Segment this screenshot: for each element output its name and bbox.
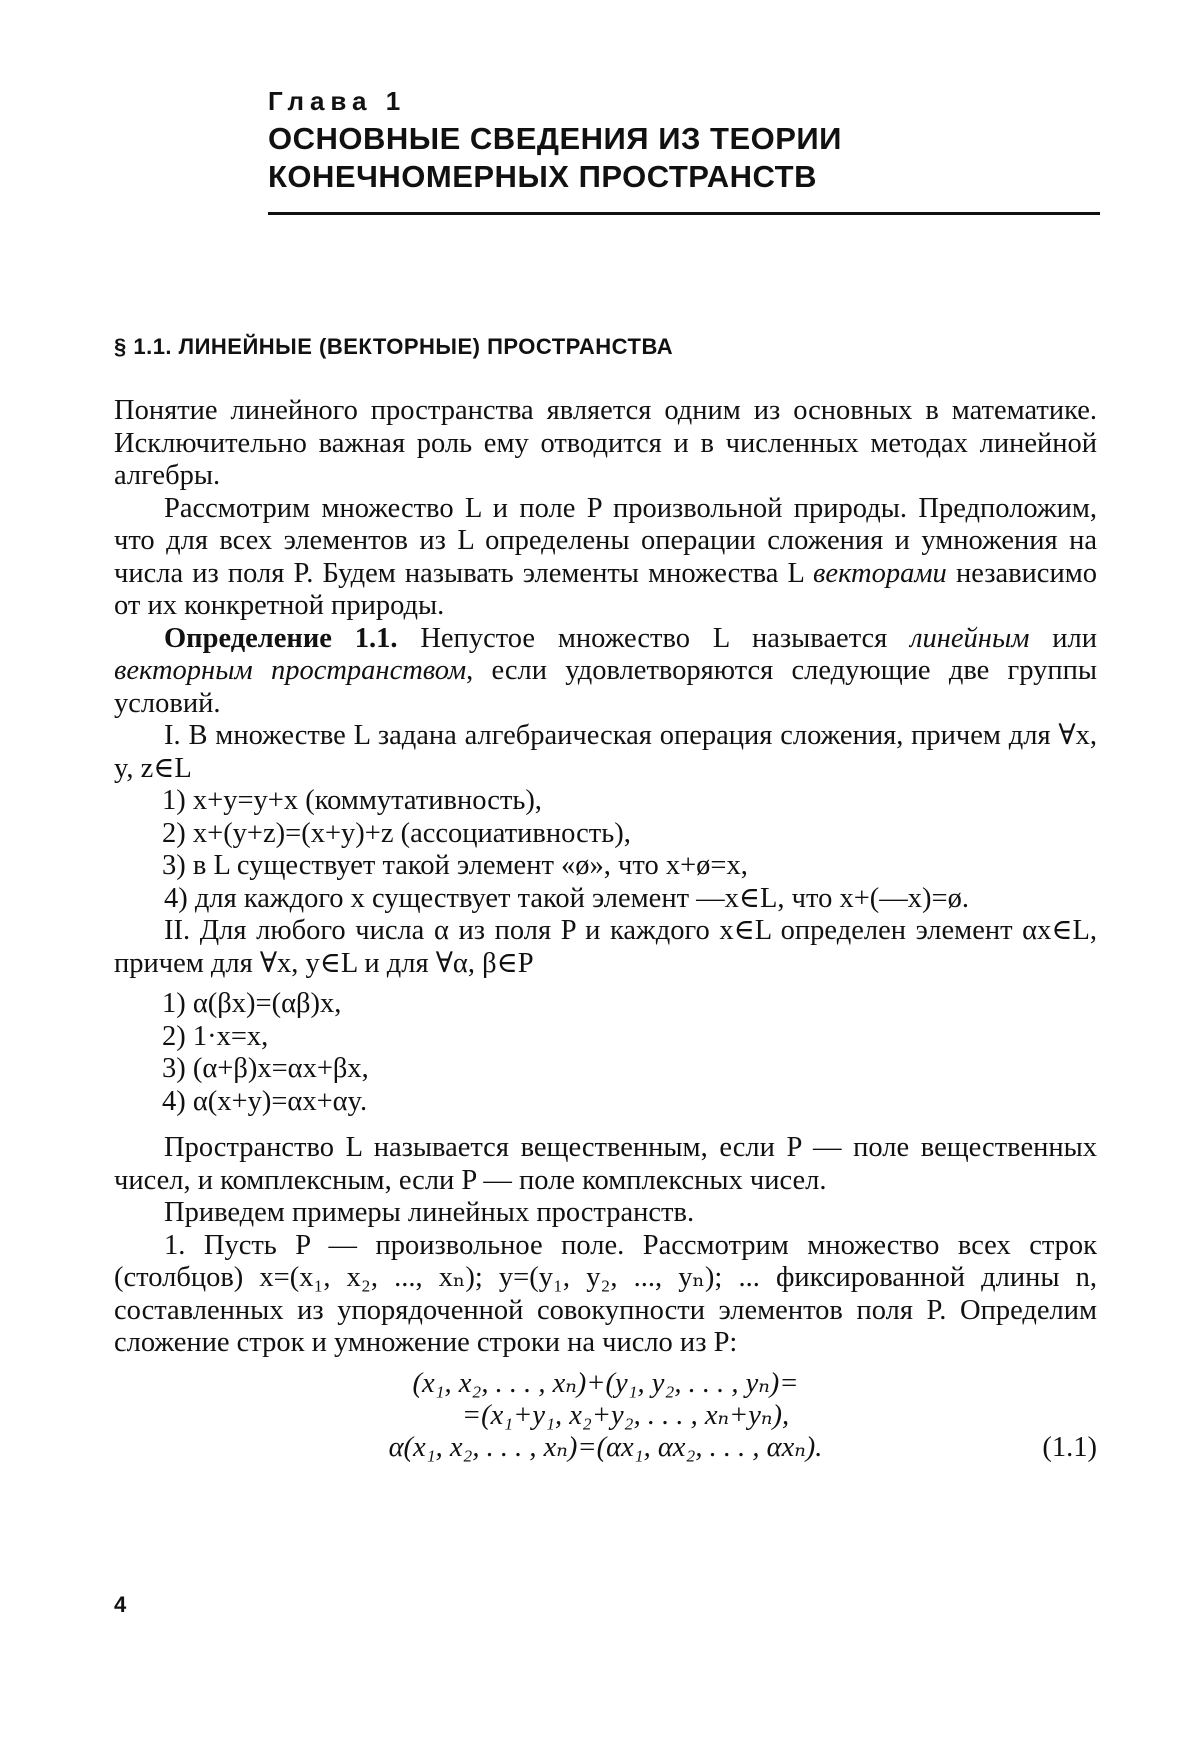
formula-line: (x₁, x₂, . . . , xₙ)+(y₁, y₂, . . . , yₙ)= — [412, 1367, 799, 1399]
term-linear: линейным — [910, 622, 1030, 654]
paragraph-examples-intro: Приведем примеры линейных пространств. — [164, 1197, 695, 1228]
term-vector-space: векторным пространством — [114, 655, 467, 686]
paragraph-real-complex: Пространство L называется вещественным, если P — поле вещественных чисел, и комплексным, если P — поле комплексных чисел. — [114, 1132, 1097, 1196]
spacer — [114, 1118, 1097, 1132]
group-2-item: 4) α(x+y)=αx+αy. — [162, 1085, 368, 1117]
group-1-intro: I. В множестве L задана алгебраическая операция сложения, причем для ∀x, y, z∈L — [114, 720, 1097, 784]
chapter-title-line-1: ОСНОВНЫЕ СВЕДЕНИЯ ИЗ ТЕОРИИ — [268, 121, 842, 156]
formula-line: α(x₁, x₂, . . . , xₙ)=(αx₁, αx₂, . . . , αxₙ). — [388, 1431, 823, 1463]
definition-text-b: или — [1029, 622, 1097, 654]
chapter-divider — [268, 212, 1100, 215]
spacer — [114, 980, 1097, 988]
formula-last-row — [114, 1432, 1097, 1464]
group-2-item: 2) 1·x=x, — [162, 1020, 269, 1052]
paragraph-consider-text-b: независимо от их конкретной природы. — [114, 557, 1097, 621]
group-2-item: 1) α(βx)=(αβ)x, — [162, 988, 342, 1019]
group-2-item: 3) (α+β)x=αx+βx, — [162, 1053, 369, 1084]
group-1-item: 3) в L существует такой элемент «ø», что x+ø=x, — [162, 850, 748, 881]
formula-line: =(x₁+y₁, x₂+y₂, . . . , xₙ+yₙ), — [461, 1399, 790, 1431]
chapter-title-line-2: КОНЕЧНОМЕРНЫХ ПРОСТРАНСТВ — [268, 159, 817, 194]
spacer — [114, 1360, 1097, 1368]
page-number: 4 — [114, 1592, 127, 1617]
paragraph-example-1: 1. Пусть P — произвольное поле. Рассмотрим множество всех строк (столбцов) x=(x₁, x₂, ..., xₙ); y=(y₁, y₂, ..., yₙ); ... фиксированной длины n, составленных из упорядоченной совокупности элементов поля P. Определим сложение строк и умножение строки на число из P: — [114, 1229, 1097, 1358]
paragraph-consider — [114, 493, 1097, 623]
group-1-item: 2) x+(y+z)=(x+y)+z (ассоциативность), — [162, 817, 631, 849]
paragraph-consider-text-a: Рассмотрим множество L и поле P произвольной природы. Предположим, что для всех элементов из L определены операции сложения и умножения на числа из поля P. Будем называть элементы множества L — [114, 492, 1097, 589]
formula-1-1 — [114, 1368, 1097, 1464]
main-text — [114, 395, 1097, 1464]
formula-number: (1.1) — [1042, 1431, 1097, 1463]
group-1-item: 1) x+y=y+x (коммутативность), — [162, 785, 542, 816]
section-title: § 1.1. ЛИНЕЙНЫЕ (ВЕКТОРНЫЕ) ПРОСТРАНСТВА — [114, 334, 674, 359]
chapter-label: Глава 1 — [268, 86, 407, 116]
term-vectors: векторами — [813, 557, 947, 589]
group-1-item: 4) для каждого x существует такой элемент —x∈L, что x+(—x)=ø. — [164, 882, 969, 914]
chapter-header — [268, 86, 1100, 215]
definition-text-c: , если удовлетворяются следующие две группы условий. — [114, 655, 1097, 719]
definition-1-1 — [114, 623, 1097, 721]
paragraph-intro: Понятие линейного пространства является одним из основных в математике. Исключительно важная роль ему отводится и в численных методах линейной алгебры. — [114, 395, 1097, 491]
definition-text-a: Непустое множество L называется — [397, 622, 911, 654]
definition-label: Определение 1.1. — [164, 622, 398, 654]
group-2-intro: II. Для любого числа α из поля P и каждого x∈L определен элемент αx∈L, причем для ∀x, y∈L и для ∀α, β∈P — [114, 915, 1097, 979]
